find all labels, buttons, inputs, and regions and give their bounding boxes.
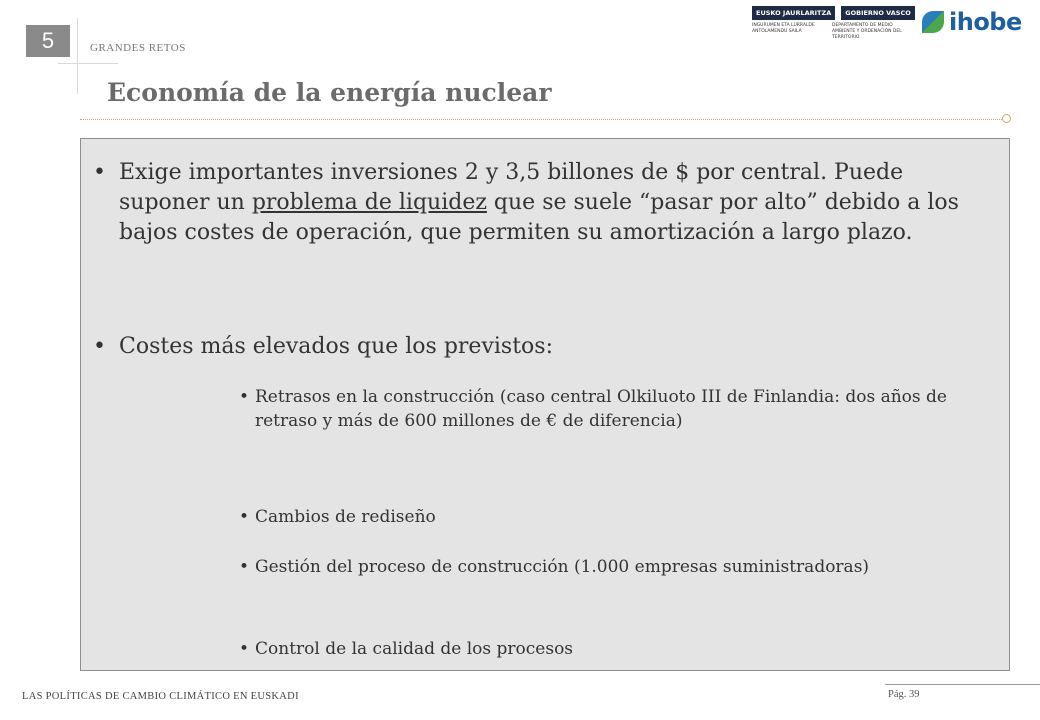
sub-bullet-icon: • <box>239 557 250 577</box>
section-label: GRANDES RETOS <box>90 42 186 54</box>
bullet-investment-underlined: problema de liquidez <box>251 190 487 215</box>
gov-logo-left-text: EUSKO JAURLARITZA <box>752 6 835 20</box>
bullet-investment-text-2: que se suele “pasar por alto” debido a los bajos costes de operación, que permiten su amortización a largo plazo. <box>119 190 959 245</box>
sub-bullet-management <box>239 555 993 579</box>
slide-number-badge: 5 <box>26 25 70 57</box>
ihobe-logo <box>922 4 1026 40</box>
bullet-investment-text-1: Exige importantes inversiones 2 y 3,5 billones de $ por central. Puede suponer un <box>119 160 904 215</box>
sub-bullet-icon: • <box>239 387 250 407</box>
bullet-costs-text: Costes más elevados que los previstos: <box>119 334 553 359</box>
gov-sub-right-text: DEPARTAMENTO DE MEDIO AMBIENTE Y ORDENACIÓN DEL TERRITORIO <box>832 23 902 40</box>
sub-bullet-icon: • <box>239 639 250 659</box>
sub-bullet-redesign <box>239 505 993 529</box>
sub-bullet-quality <box>239 637 993 661</box>
sub-bullet-text: Gestión del proceso de construcción (1.000 empresas suministradoras) <box>255 557 870 577</box>
page-number: Pág. 39 <box>888 689 920 700</box>
bullet-investment <box>93 158 995 248</box>
bullet-icon: • <box>93 160 106 185</box>
footer-title: LAS POLÍTICAS DE CAMBIO CLIMÁTICO EN EUSKADI <box>22 691 299 702</box>
sub-bullet-text: Cambios de rediseño <box>255 507 436 527</box>
sub-bullet-icon: • <box>239 507 250 527</box>
slide-title: Economía de la energía nuclear <box>107 78 552 107</box>
gov-sub-left-text: INGURUMEN ETA LURRALDE ANTOLAMENDU SAILA <box>752 23 815 34</box>
content-box <box>80 138 1010 671</box>
gov-logo-right-text: GOBIERNO VASCO <box>841 6 915 20</box>
ihobe-logo-text: ihobe <box>949 8 1022 36</box>
sub-bullet-text: Retrasos en la construcción (caso central Olkiluoto III de Finlandia: dos años de retraso y más de 600 millones de € de diferencia) <box>255 387 947 431</box>
corner-mark-vertical <box>77 18 78 94</box>
sub-bullet-text: Control de la calidad de los procesos <box>255 639 574 659</box>
leaf-icon <box>922 11 944 33</box>
bullet-icon: • <box>93 334 106 359</box>
footer-divider <box>885 684 1040 685</box>
sub-bullet-delays <box>239 385 993 433</box>
header-logos <box>752 4 1030 40</box>
corner-mark-horizontal <box>58 63 118 64</box>
bullet-costs <box>93 332 995 362</box>
divider-end-circle <box>1002 114 1011 123</box>
basque-government-logo <box>752 6 912 38</box>
title-divider <box>80 119 1002 120</box>
